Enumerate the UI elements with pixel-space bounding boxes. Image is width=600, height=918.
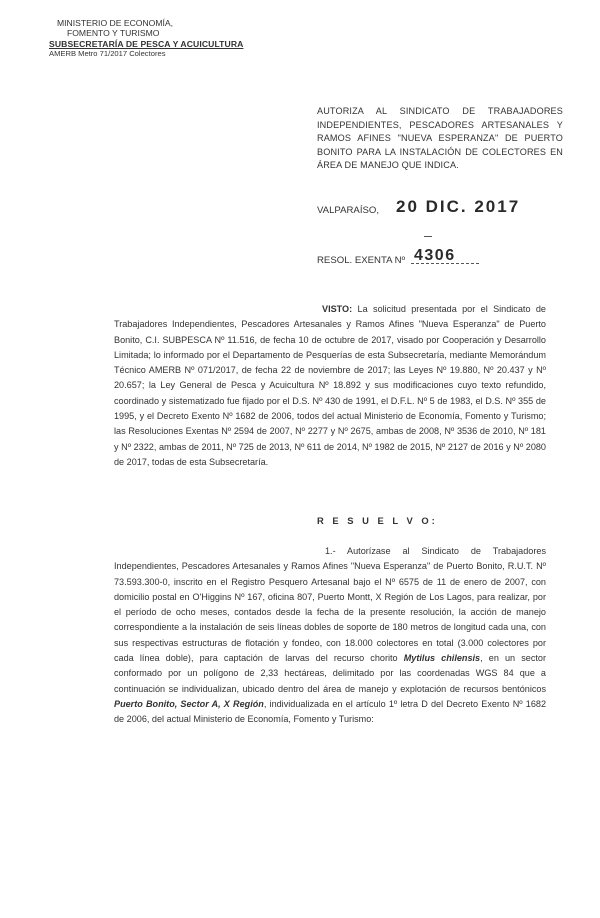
- mark-tick: [424, 236, 432, 237]
- article-1-text-a: 1.- Autorízase al Sindicato de Trabajadores Independientes, Pescadores Artesanales y Ramos Afines "Nueva Esperanza" de Puerto Bonito, R.U.T. Nº 73.593.300-0, inscrito en el Registro Pesquero Artesanal bajo el Nº 6575 de 11 de enero de 2007, con domicilio postal en O'Higgins Nº 167, oficina 807, Puerto Montt, X Región de Los Lagos, para realizar, por el período de ocho meses, contados desde la fecha de la presente resolución, la acción de manejo correspondiente a la instalación de seis líneas dobles de soporte de 180 metros de longitud cada una, con sus respectivas estructuras de flotación y fondeo, con 18.000 colectores en total (3.000 colectores por cada línea doble), para captación de larvas del recurso chorito: [114, 546, 546, 664]
- resolution-label: RESOL. EXENTA Nº: [317, 255, 406, 266]
- resolution-subject: AUTORIZA AL SINDICATO DE TRABAJADORES INDEPENDIENTES, PESCADORES ARTESANALES Y RAMOS AFINES "NUEVA ESPERANZA" DE PUERTO BONITO PARA LA INSTALACIÓN DE COLECTORES EN ÁREA DE MANEJO QUE INDICA.: [317, 106, 563, 171]
- subsecretaria-name: SUBSECRETARÍA DE PESCA Y ACUICULTURA: [49, 38, 244, 49]
- resolution-underline: [411, 263, 479, 264]
- ministry-name: MINISTERIO DE ECONOMÍA,: [57, 18, 174, 28]
- date-stamp: 20 DIC. 2017: [396, 197, 521, 216]
- visto-label: VISTO:: [322, 304, 353, 314]
- article-1-text-b: , en un sector conformado por un polígono de 2,33 hectáreas, delimitado por las coordenadas WGS 84 que a continuación se individualizan, ubicado dentro del área de manejo y explotación de recursos bentónicos: [114, 653, 546, 694]
- article-1-paragraph: [114, 544, 546, 728]
- place-label: VALPARAÍSO,: [317, 205, 380, 216]
- resolution-number: 4306: [414, 247, 456, 264]
- letterhead: [49, 18, 244, 60]
- area-name: Puerto Bonito, Sector A, X Región: [114, 698, 264, 709]
- resuelvo-heading: R E S U E L V O:: [317, 515, 438, 526]
- document-reference: AMERB Metro 71/2017 Colectores: [49, 49, 166, 59]
- ministry-subname: FOMENTO Y TURISMO: [67, 28, 160, 39]
- visto-paragraph: [114, 302, 546, 470]
- article-1-text-c: , individualizada en el artículo 1º letra D del Decreto Exento Nº 1682 de 2006, del actual Ministerio de Economía, Fomento y Turismo:: [114, 698, 547, 725]
- species-name: Mytilus chilensis: [403, 653, 481, 664]
- visto-text: La solicitud presentada por el Sindicato de Trabajadores Independientes, Pescadores Artesanales y Ramos Afines "Nueva Esperanza" de Puerto Bonito, C.I. SUBPESCA Nº 11.516, de fecha 10 de octubre de 2017, visado por Cooperación y Desarrollo Limitada; lo informado por el Departamento de Pesquerías de esta Subsecretaría, mediante Memorándum Técnico AMERB Nº 071/2017, de fecha 22 de noviembre de 2017; las Leyes Nº 19.880, Nº 20.437 y Nº 20.657; la Ley General de Pesca y Acuicultura Nº 18.892 y sus modificaciones cuyo texto refundido, coordinado y sistematizado fue fijado por el D.S. Nº 430 de 1991, el D.F.L. Nº 5 de 1983, el D.S. Nº 355 de 1995, y el Decreto Exento Nº 1682 de 2006, todos del actual Ministerio de Economía, Fomento y Turismo; las Resoluciones Exentas Nº 2594 de 2007, Nº 2277 y Nº 2675, ambas de 2008, Nº 3536 de 2010, Nº 181 y Nº 2322, ambas de 2011, Nº 725 de 2013, Nº 611 de 2014, Nº 1982 de 2015, Nº 2127 de 2016 y Nº 2080 de 2017, todas de esta Subsecretaría.: [114, 304, 546, 467]
